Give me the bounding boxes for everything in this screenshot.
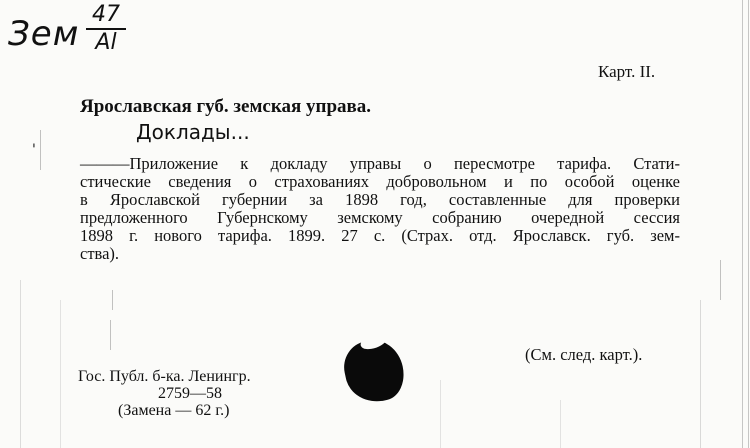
scan-streak (20, 280, 21, 448)
scan-streak (110, 320, 111, 350)
card-heading: Ярославская губ. земская управа. (80, 96, 372, 117)
handwritten-prefix: Зем (8, 14, 80, 54)
scan-streak (112, 290, 113, 310)
description-line: ства). (80, 244, 120, 263)
description-line: предложенного Губернскому земскому собранию очередной сессия (80, 208, 680, 227)
scan-streak (440, 380, 441, 448)
library-shelfmark: 2759—58 (158, 385, 222, 402)
scan-streak (700, 300, 701, 448)
library-info (78, 368, 251, 419)
margin-mark: ' (32, 142, 36, 158)
scan-edge-line (748, 0, 749, 448)
description-line: ———Приложение к докладу управы о пересмотре тарифа. Стати- (80, 154, 680, 173)
see-next-card-note: (См. след. карт.). (525, 345, 643, 364)
handwritten-number-bottom: Al (95, 30, 117, 55)
description-line: стические сведения о страхованиях добровольном и по особой оценке (80, 172, 680, 191)
card-description (80, 155, 680, 263)
scan-streak (40, 130, 41, 170)
handwritten-shelfmark (86, 4, 126, 54)
library-replacement: (Замена — 62 г.) (118, 402, 230, 419)
card-number: Карт. II. (598, 62, 656, 81)
library-name: Гос. Публ. б-ка. Ленингр. (78, 368, 251, 385)
description-line: в Ярославской губернии за 1898 год, составленные для проверки (80, 190, 680, 209)
scan-streak (720, 260, 721, 300)
scan-streak (560, 400, 561, 448)
handwritten-number-top: 47 (92, 2, 120, 27)
description-line: 1898 г. нового тарифа. 1899. 27 с. (Страх. отд. Ярославск. губ. зем- (80, 226, 680, 245)
scan-streak (60, 300, 61, 448)
card-subheading: Доклады... (136, 120, 250, 144)
scan-edge-line (742, 0, 743, 448)
